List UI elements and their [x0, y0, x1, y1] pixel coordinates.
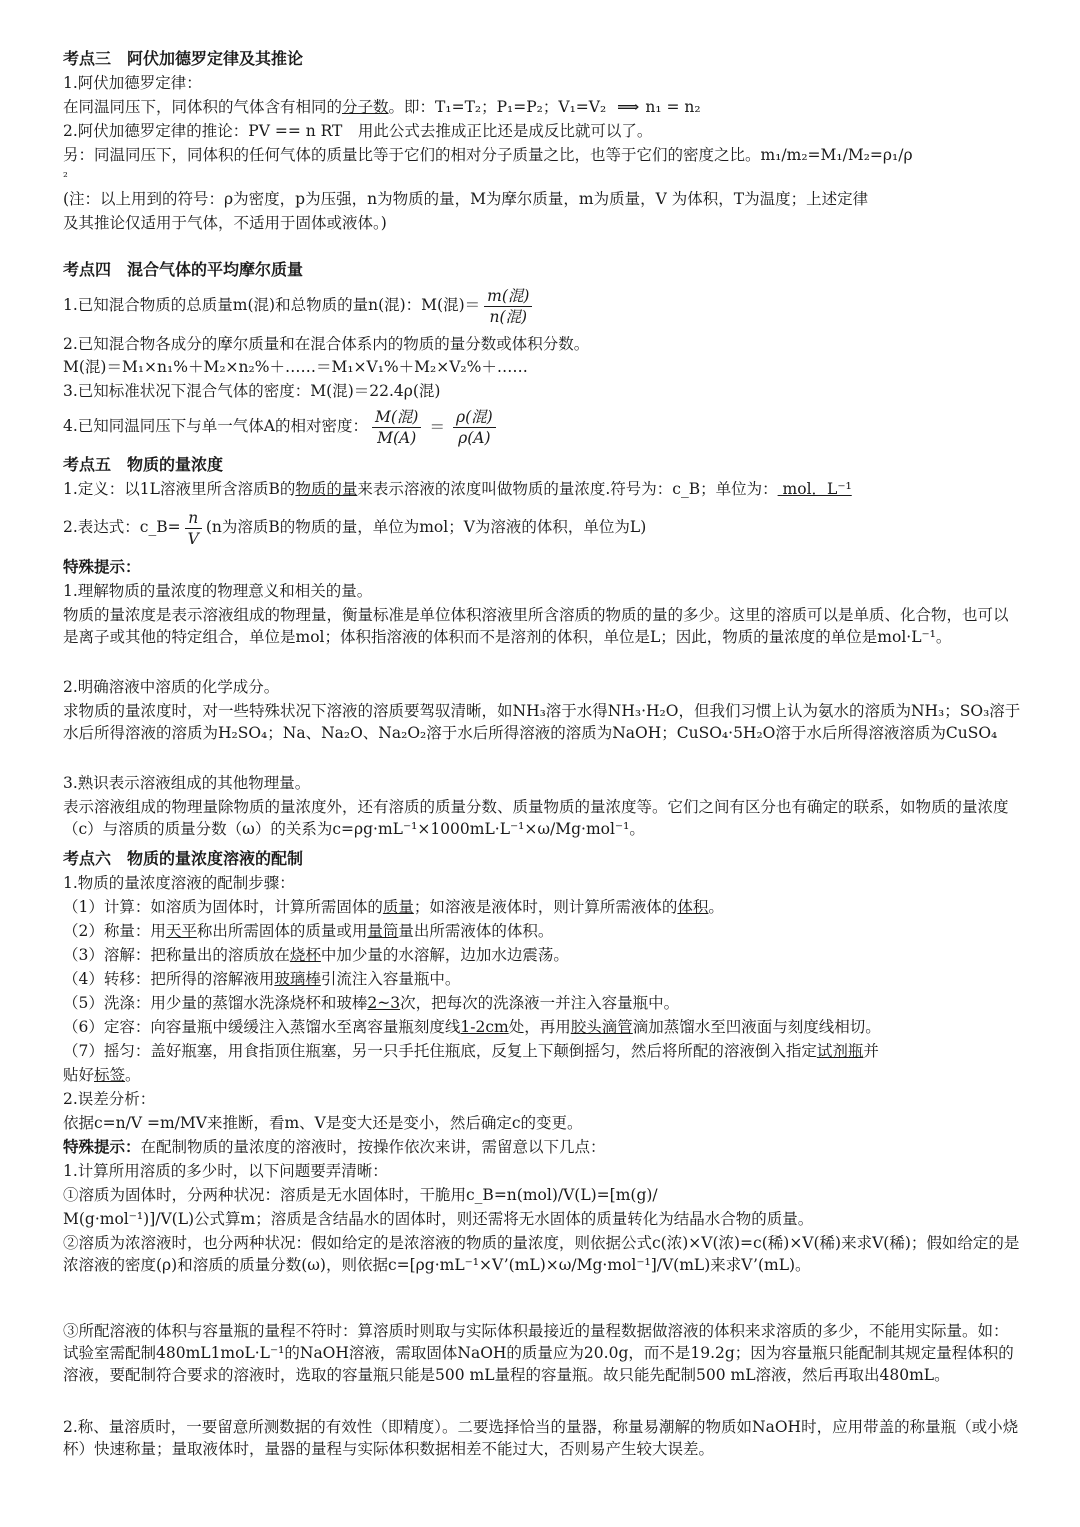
step-2: （2）称量：用天平称出所需固体的质量或用量筒量出所需液体的体积。 — [63, 922, 554, 940]
implies-arrow-icon: ⟹ — [617, 97, 640, 116]
fraction-density-ratio: $\frac{\text{ρ(混)}}{\rho(A)}$ — [453, 407, 496, 448]
tip2-case-1-continued: M(g·mol⁻¹)]/V(L)公式算m；溶质是含结晶水的固体时，则还需将无水固体的质量转化为结晶水合物的质量。 — [63, 1210, 814, 1228]
s3-line-2: 在同温同压下，同体积的气体含有相同的分子数。即：T₁=T₂；P₁=P₂；V₁=V₂ ⟹ n₁ = n₂ — [63, 97, 701, 116]
tip2-line-2: 2.称、量溶质时，一要留意所测数据的有效性（即精度）。二要选择恰当的量器，称量易潮解的物质如NaOH时，应用带盖的称量瓶（或小烧杯）快速称量；量取液体时，量器的量程与实际体积数据相差不能过大，否则易产生较大误差。 — [63, 1418, 1019, 1458]
s5-line-1: 1.定义：以1L溶液里所含溶质B的物质的量来表示溶液的浓度叫做物质的量浓度.符号为：c_B；单位为： mol．L⁻¹ — [63, 480, 852, 498]
section-5-title: 考点五 物质的量浓度 — [63, 455, 224, 474]
tip1-line-3: 3.熟识表示溶液组成的其他物理量。 — [63, 774, 311, 792]
s6-line-3: 依据c=n/V =m/MV来推断，看m、V是变大还是变小，然后确定c的变更。 — [63, 1114, 583, 1132]
s4-line-5: 4.已知同温同压下与单一气体A的相对密度： $\frac{\text{M(混)}}{M(A)}$ ＝ $\frac{\text{ρ(混)}}{\rho(A)}$ — [63, 404, 1022, 449]
step-7-continued: 贴好标签。 — [63, 1066, 141, 1084]
underlined-term: 物质的量 — [295, 480, 358, 498]
s4-line-4: 3.已知标准状况下混合气体的密度：M(混)＝22.4ρ(混) — [63, 382, 441, 400]
section-4-title: 考点四 混合气体的平均摩尔质量 — [63, 260, 304, 279]
step-4: （4）转移：把所得的溶解液用玻璃棒引流注入容量瓶中。 — [63, 970, 461, 988]
section-6-title: 考点六 物质的量浓度溶液的配制 — [63, 849, 304, 868]
step-5: （5）洗涤：用少量的蒸馏水洗涤烧杯和玻棒2~3次，把每次的洗涤液一并注入容量瓶中。 — [63, 994, 680, 1012]
tip2-line-1: 1.计算所用溶质的多少时，以下问题要弄清晰： — [63, 1162, 388, 1180]
s3-line-1: 1.阿伏加德罗定律： — [63, 74, 202, 92]
s6-line-1: 1.物质的量浓度溶液的配制步骤： — [63, 874, 295, 892]
s3-note-1: (注：以上用到的符号：ρ为密度，p为压强，n为物质的量，M为摩尔质量，m为质量，V 为体积，T为温度；上述定律 — [63, 190, 869, 208]
tip2-case-2: ②溶质为浓溶液时，也分两种状况：假如给定的是浓溶液的物质的量浓度，则依据公式c(浓)×V(浓)=c(稀)×V(稀)来求V(稀)；假如给定的是浓溶液的密度(ρ)和溶质的质量分数(ω)，则依据c=[ρg·mL⁻¹×V’(mL)×ω/Mg·mol⁻¹]/V(mL)来求V’(mL)。 — [63, 1234, 1020, 1274]
section-3-title: 考点三 阿伏加德罗定律及其推论 — [63, 49, 304, 68]
underlined-term: 分子数 — [342, 98, 389, 116]
step-6: （6）定容：向容量瓶中缓缓注入蒸馏水至离容量瓶刻度线1-2cm处，再用胶头滴管滴加蒸馏水至凹液面与刻度线相切。 — [63, 1018, 881, 1036]
tip2-case-3: ③所配溶液的体积与容量瓶的量程不符时：算溶质时则取与实际体积最接近的量程数据做溶液的体积来求溶质的多少，不能用实际量。如：试验室需配制480mL1moL·L⁻¹的NaOH溶液，需取固体NaOH的质量应为20.0g，而不是19.2g；因为容量瓶只能配制其规定量程体积的溶液，要配制符合要求的溶液时，选取的容量瓶只能是500 mL量程的容量瓶。故只能先配制500 mL溶液，然后再取出480mL。 — [63, 1322, 1014, 1384]
unit-blank: mol．L⁻¹ — [777, 480, 852, 498]
special-tip-title: 特殊提示： — [63, 558, 141, 576]
s3-line-4-continued: ₂ — [63, 166, 68, 180]
tip2-intro-line: 特殊提示：在配制物质的量浓度的溶液时，按操作依次来讲，需留意以下几点： — [63, 1138, 606, 1156]
s3-note-2: 及其推论仅适用于气体，不适用于固体或液体。) — [63, 214, 387, 232]
s6-line-2: 2.误差分析： — [63, 1090, 156, 1108]
s3-line-3: 2.阿伏加德罗定律的推论：PV == n RT 用此公式去推成正比还是成反比就可以了。 — [63, 122, 653, 140]
tip1-line-2: 2.明确溶液中溶质的化学成分。 — [63, 678, 280, 696]
special-tip-title: 特殊提示： — [63, 1138, 141, 1156]
fraction-n-over-v: $\frac{n}{V}$ — [185, 508, 202, 549]
fraction-molar-mass-ratio: $\frac{\text{M(混)}}{M(A)}$ — [372, 407, 421, 448]
tip1-paragraph-1: 物质的量浓度是表示溶液组成的物理量，衡量标准是单位体积溶液里所含溶质的物质的量的多少。这里的溶质可以是单质、化合物，也可以是离子或其他的特定组合，单位是mol；体积指溶液的体积而不是溶剂的体积，单位是L；因此，物质的量浓度的单位是mol·L⁻¹。 — [63, 606, 1009, 646]
step-1: （1）计算：如溶质为固体时，计算所需固体的质量；如溶液是液体时，则计算所需液体的体积。 — [63, 898, 724, 916]
step-7: （7）摇匀：盖好瓶塞，用食指顶住瓶塞，另一只手托住瓶底，反复上下颠倒摇匀，然后将所配的溶液倒入指定试剂瓶并 — [63, 1042, 879, 1060]
fraction-mixed-mass: $\frac{\text{m(混)}}{\text{n(混)}}$ — [484, 286, 532, 327]
s4-line-2: 2.已知混合物各成分的摩尔质量和在混合体系内的物质的量分数或体积分数。 — [63, 335, 590, 353]
s3-line-4: 另：同温同压下，同体积的任何气体的质量比等于它们的相对分子质量之比，也等于它们的密度之比。m₁/m₂=M₁/M₂=ρ₁/ρ — [63, 146, 913, 164]
tip2-case-1: ①溶质为固体时，分两种状况：溶质是无水固体时，干脆用c_B=n(mol)/V(L)=[m(g)/ — [63, 1186, 658, 1204]
s4-line-1: 1.已知混合物质的总质量m(混)和总物质的量n(混)：M(混)＝ $\frac{\text{m(混)}}{\text{n(混)}}$ — [63, 284, 1022, 327]
tip1-line-1: 1.理解物质的量浓度的物理意义和相关的量。 — [63, 582, 373, 600]
tip1-paragraph-2: 求物质的量浓度时，对一些特殊状况下溶液的溶质要驾驭清晰，如NH₃溶于水得NH₃·H₂O，但我们习惯上认为氨水的溶质为NH₃；SO₃溶于水后所得溶液的溶质为H₂SO₄；Na、Na₂O、Na₂O₂溶于水后所得溶液的溶质为NaOH；CuSO₄·5H₂O溶于水后所得溶液溶质为CuSO₄ — [63, 702, 1021, 742]
tip1-paragraph-3: 表示溶液组成的物理量除物质的量浓度外，还有溶质的质量分数、质量物质的量浓度等。它们之间有区分也有确定的联系，如物质的量浓度（c）与溶质的质量分数（ω）的关系为c=ρg·mL⁻¹×1000mL·L⁻¹×ω/Mg·mol⁻¹。 — [63, 798, 1009, 838]
step-3: （3）溶解：把称量出的溶质放在烧杯中加少量的水溶解，边加水边震荡。 — [63, 946, 569, 964]
s4-line-3: M(混)＝M₁×n₁%＋M₂×n₂%＋……＝M₁×V₁%＋M₂×V₂%＋…… — [63, 358, 528, 376]
s5-line-2: 2.表达式：c_B= $\frac{n}{V}$ (n为溶质B的物质的量，单位为mol；V为溶液的体积，单位为L) — [63, 508, 647, 548]
